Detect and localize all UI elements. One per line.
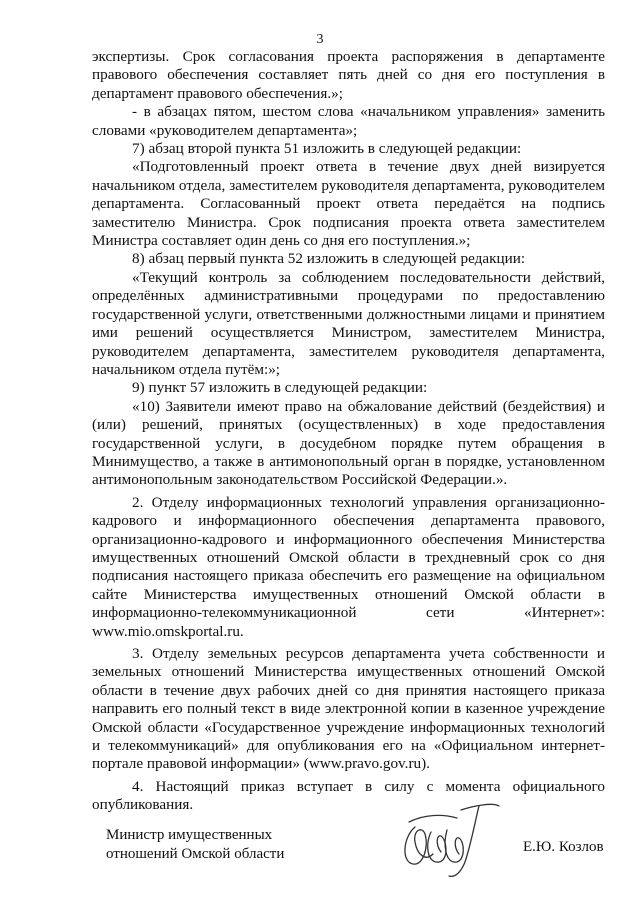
- signer-title: [106, 826, 284, 864]
- paragraph: 4. Настоящий приказ вступает в силу с момента официального опубликования.: [92, 777, 605, 814]
- page-number: 3: [316, 32, 324, 47]
- paragraph: «10) Заявители имеют право на обжалование действий (бездействия) и (или) решений, принятых (осуществленных) в ходе предоставления государственной услуги, в досудебном порядке путем обращения в Минимущество, а также в антимонопольный орган в порядке, установленном антимонопольным законодательством Российской Федерации.».: [92, 397, 605, 489]
- paragraph: 8) абзац первый пункта 52 изложить в следующей редакции:: [132, 250, 526, 268]
- paragraph: экспертизы. Срок согласования проекта распоряжения в департаменте правового обеспечения составляет пять дней со дня его поступления в департамент правового обеспечения.»;: [92, 48, 605, 102]
- paragraph: 7) абзац второй пункта 51 изложить в следующей редакции:: [132, 140, 522, 158]
- paragraph: «Подготовленный проект ответа в течение двух дней визируется начальником отдела, заместителем руководителя департамента, руководителем департамента. Согласованный проект ответа передаётся на подпись заместителю Министра. Срок подписания проекта ответа заместителем Министра составляет один день со дня его поступления.»;: [92, 158, 605, 250]
- paragraph: «Текущий контроль за соблюдением последовательности действий, определённых административными процедурами по предоставлению государственной услуги, ответственными должностными лицами и принятием ими решений осуществляется Министром, заместителем Министра, руководителем департамента, заместителем руководителя департамента, начальником отдела путём:»;: [92, 268, 605, 378]
- signer-title-line-1: Министр имущественных: [106, 827, 273, 843]
- paragraph: 3. Отделу земельных ресурсов департамента учета собственности и земельных отношений Министерства имущественных отношений Омской области в течение двух рабочих дней со дня принятия настоящего приказа направить его полный текст в виде электронной копии в казенное учреждение Омской области «Государственное учреждение информационных технологий и телекоммуникаций» для опубликования его на «Официальном интернет-портале правовой информации» (www.pravo.gov.ru).: [92, 645, 605, 773]
- signer-name: Е.Ю. Козлов: [523, 839, 604, 855]
- paragraph: 9) пункт 57 изложить в следующей редакции:: [132, 379, 428, 397]
- paragraph: - в абзацах пятом, шестом слова «начальником управления» заменить словами «руководителем департамента»;: [92, 103, 605, 139]
- signer-title-line-2: отношений Омской области: [106, 846, 285, 862]
- document-body: [92, 48, 605, 815]
- paragraph: 2. Отделу информационных технологий управления организационно-кадрового и информационного обеспечения департамента правового, организационно-кадрового и информационного обеспечения Министерства имущественных отношений Омской области в трехдневный срок со дня подписания настоящего приказа обеспечить его размещение на официальном сайте Министерства имущественных отношений Омской области в информационно-телекоммуникационной сети «Интернет»: www.mio.omskportal.ru.: [92, 493, 605, 640]
